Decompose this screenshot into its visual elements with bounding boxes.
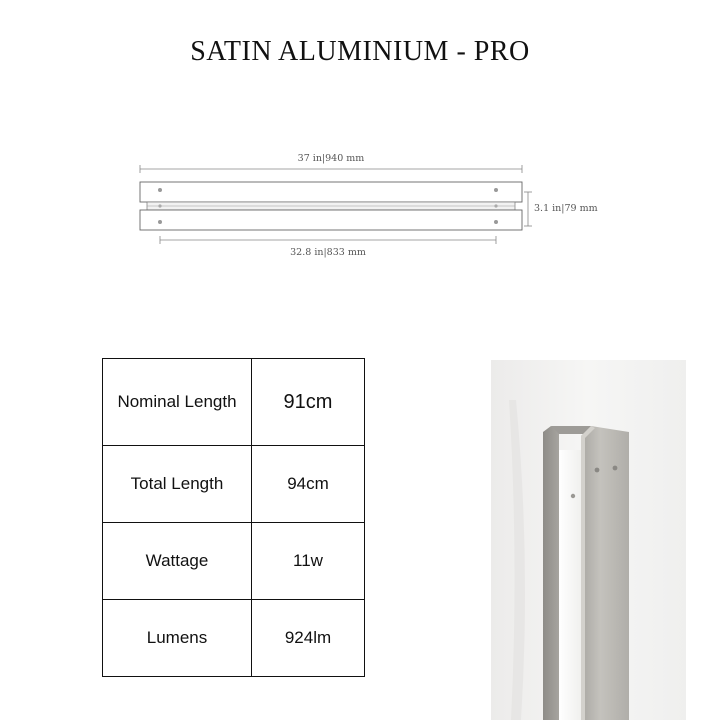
spec-label: Nominal Length (103, 359, 252, 446)
fixture-rail-left (543, 426, 559, 720)
spec-label: Total Length (103, 446, 252, 523)
fixture-front-face (581, 426, 629, 720)
inner-width-label: 32.8 in|833 mm (290, 247, 366, 258)
spec-value: 11w (252, 523, 365, 600)
fixture-outline (140, 182, 522, 230)
screw-icon (595, 468, 600, 473)
spec-value: 924lm (252, 600, 365, 677)
light-channel (559, 450, 581, 720)
specs-table (102, 358, 365, 677)
height-label: 3.1 in|79 mm (534, 203, 598, 214)
spec-label: Lumens (103, 600, 252, 677)
spec-value: 91cm (252, 359, 365, 446)
table-row (103, 359, 365, 446)
page-title: SATIN ALUMINIUM - PRO (190, 36, 530, 67)
spec-label: Wattage (103, 523, 252, 600)
spec-value: 94cm (252, 446, 365, 523)
total-width-dimension (140, 153, 522, 173)
screw-icon (613, 466, 618, 471)
table-row (103, 523, 365, 600)
table-row (103, 600, 365, 677)
product-photo (491, 360, 686, 720)
total-width-label: 37 in|940 mm (297, 153, 365, 164)
inner-width-dimension (160, 236, 496, 258)
screw-icon (571, 494, 575, 498)
height-dimension (524, 192, 598, 226)
table-row (103, 446, 365, 523)
dimension-drawing (130, 145, 610, 265)
